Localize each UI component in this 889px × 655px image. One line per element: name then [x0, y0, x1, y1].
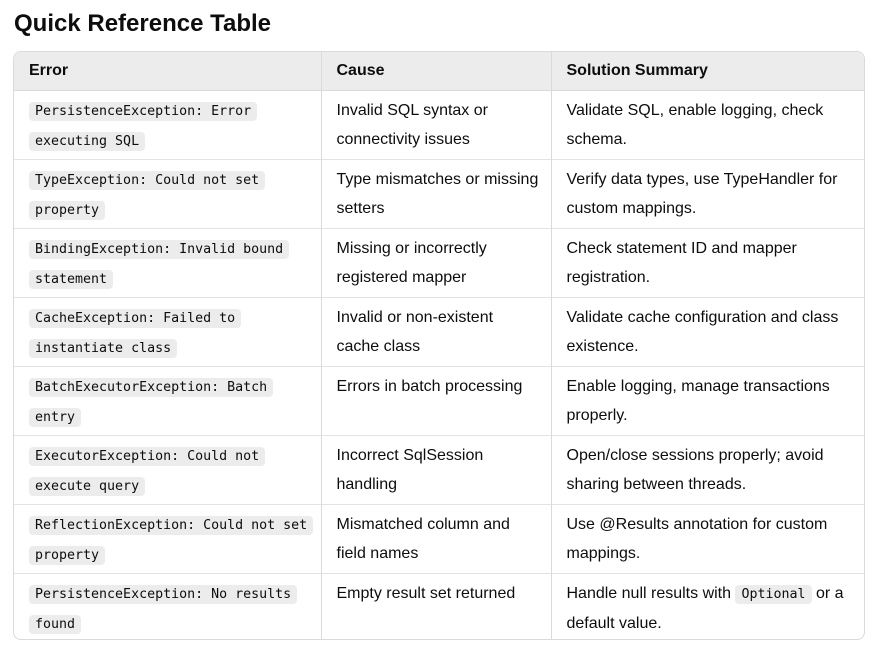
table-row — [14, 435, 864, 504]
solution-cell: Verify data types, use TypeHandler for custom mappings. — [551, 159, 864, 228]
cause-cell: Empty result set returned — [321, 573, 551, 640]
column-header-error: Error — [14, 52, 321, 90]
inline-code-optional: Optional — [735, 585, 811, 604]
solution-cell: Validate SQL, enable logging, check schema. — [551, 90, 864, 159]
error-cell — [14, 90, 321, 159]
error-cell — [14, 297, 321, 366]
error-code: CacheException: Failed to instantiate class — [29, 309, 241, 358]
table-row — [14, 297, 864, 366]
cause-cell: Incorrect SqlSession handling — [321, 435, 551, 504]
table-row — [14, 90, 864, 159]
error-code: PersistenceException: Error executing SQL — [29, 102, 257, 151]
solution-cell: Check statement ID and mapper registration. — [551, 228, 864, 297]
error-cell — [14, 159, 321, 228]
table-header-row — [14, 52, 864, 90]
table-row — [14, 228, 864, 297]
column-header-solution: Solution Summary — [551, 52, 864, 90]
solution-text-before: Handle null results with — [566, 584, 732, 602]
cause-cell: Errors in batch processing — [321, 366, 551, 435]
solution-cell: Validate cache configuration and class existence. — [551, 297, 864, 366]
solution-cell: Enable logging, manage transactions properly. — [551, 366, 864, 435]
reference-table — [13, 51, 865, 640]
cause-cell: Invalid SQL syntax or connectivity issues — [321, 90, 551, 159]
table-row — [14, 159, 864, 228]
solution-cell: Use @Results annotation for custom mappings. — [551, 504, 864, 573]
solution-cell: Open/close sessions properly; avoid sharing between threads. — [551, 435, 864, 504]
table-row — [14, 573, 864, 640]
cause-cell: Type mismatches or missing setters — [321, 159, 551, 228]
error-cell — [14, 366, 321, 435]
error-cell — [14, 504, 321, 573]
table-row — [14, 504, 864, 573]
error-code: BindingException: Invalid bound statement — [29, 240, 289, 289]
error-code: TypeException: Could not set property — [29, 171, 265, 220]
error-code: ReflectionException: Could not set property — [29, 516, 313, 565]
table — [14, 52, 864, 640]
error-cell — [14, 435, 321, 504]
cause-cell: Mismatched column and field names — [321, 504, 551, 573]
column-header-cause: Cause — [321, 52, 551, 90]
error-cell — [14, 228, 321, 297]
solution-cell — [551, 573, 864, 640]
page-title: Quick Reference Table — [14, 10, 271, 37]
error-code: ExecutorException: Could not execute query — [29, 447, 265, 496]
error-code: PersistenceException: No results found — [29, 585, 297, 634]
table-row — [14, 366, 864, 435]
cause-cell: Missing or incorrectly registered mapper — [321, 228, 551, 297]
error-cell — [14, 573, 321, 640]
cause-cell: Invalid or non-existent cache class — [321, 297, 551, 366]
error-code: BatchExecutorException: Batch entry — [29, 378, 273, 427]
solution-text-after: or a default value. — [566, 584, 844, 632]
